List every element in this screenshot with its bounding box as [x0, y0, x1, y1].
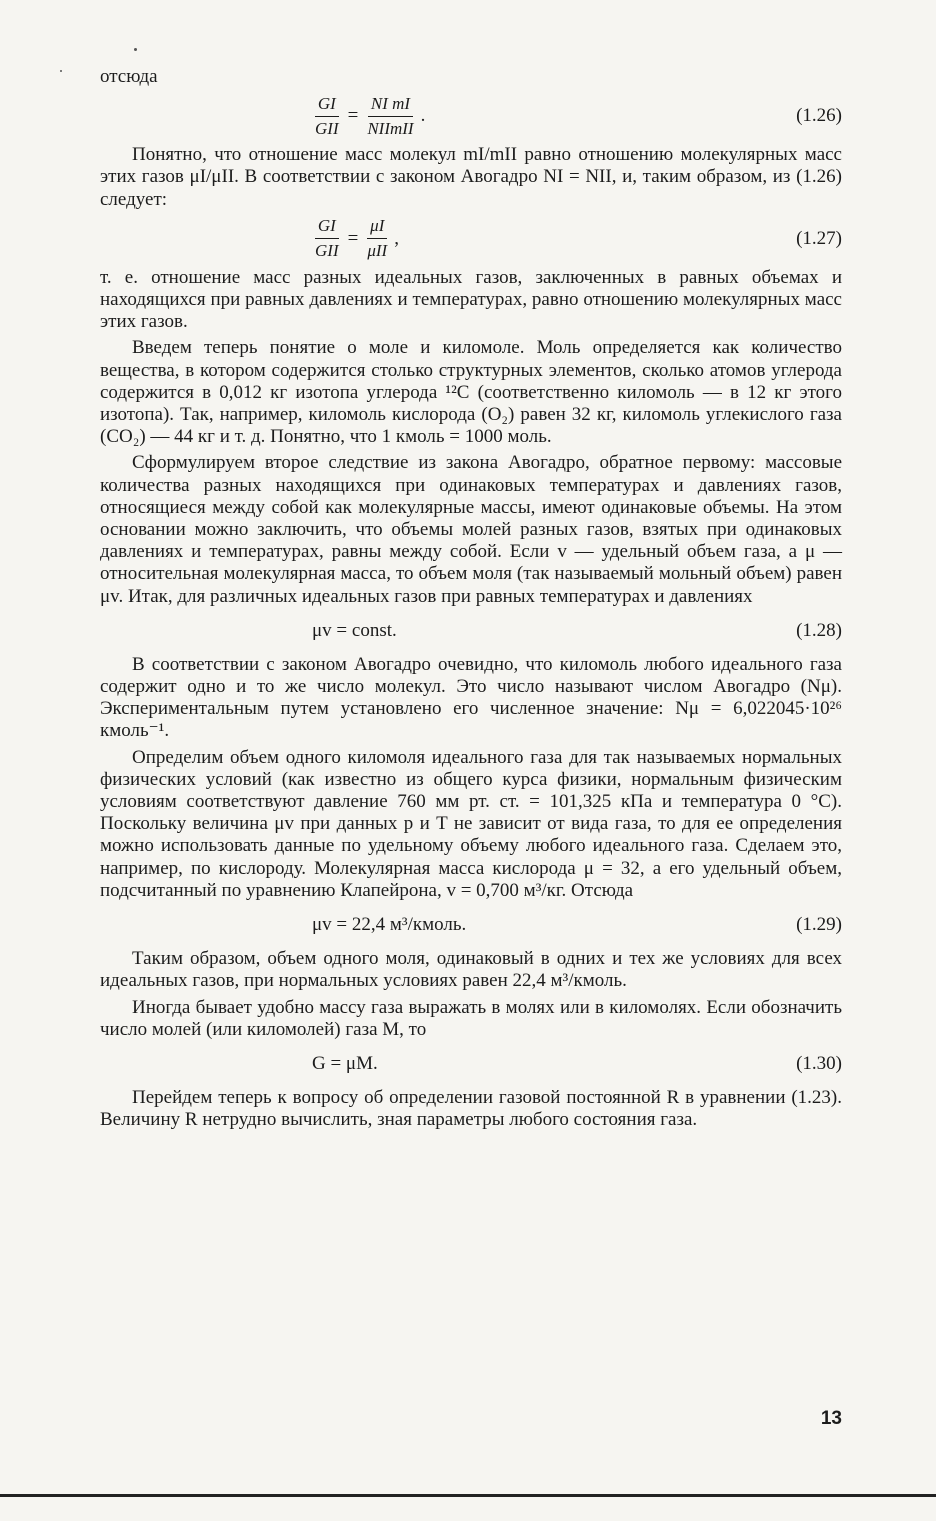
paragraph: т. е. отношение масс разных идеальных газов, заключенных в равных объемах и находящихся при равных давлениях и температурах, равно отношению молекулярных масс этих газов.	[100, 266, 842, 333]
paragraph: Понятно, что отношение масс молекул mI/mII равно отношению молекулярных масс этих газов μI/μII. В соответствии с законом Авогадро NI = NII, и, таким образом, из (1.26) следует:	[100, 144, 842, 210]
bottom-rule	[0, 1494, 936, 1497]
intro-word: отсюда	[100, 66, 158, 87]
scan-speck	[134, 48, 137, 51]
equation-1-28	[100, 608, 842, 654]
paragraph: Иногда бывает удобно массу газа выражать в молях или в киломолях. Если обозначить число молей (или киломолей) газа M, то	[100, 996, 842, 1040]
equation-number: (1.28)	[796, 619, 842, 641]
paragraph: Определим объем одного киломоля идеального газа для так называемых нормальных физических условий (как известно из общего курса физики, нормальным физическим условиям соответствуют давление 760 мм рт. ст. = 101,325 кПа и температура 0 °C). Поскольку величина μv при данных p и T не зависит от вида газа, то для ее определения можно использовать данные по удельному объему любого идеального газа. Сделаем это, например, по кислороду. Молекулярная масса кислорода μ = 32, а его удельный объем, подсчитанный по уравнению Клапейрона, v = 0,700 м³/кг. Отсюда	[100, 746, 842, 901]
equation-expression: G = μM.	[312, 1052, 378, 1074]
paragraph: Сформулируем второе следствие из закона Авогадро, обратное первому: массовые количества разных находящихся при одинаковых температурах и давлениях газов, относящиеся между собой как молекулярные массы, имеют одинаковые объемы. На этом основании можно заключить, что объемы молей разных газов, взятых при одинаковых давлениях и температурах, равны между собой. Если v — удельный объем газа, а μ — относительная молекулярная масса, то объем моля (так называемый мольный объем) равен μv. Итак, для различных идеальных газов при равных температурах и давлениях	[100, 452, 842, 607]
equation-number: (1.27)	[796, 227, 842, 249]
equation-expression: μv = 22,4 м³/кмоль.	[312, 914, 467, 936]
equation-number: (1.29)	[796, 914, 842, 936]
paragraph: В соответствии с законом Авогадро очевидно, что киломоль любого идеального газа содержит одно и то же число молекул. Это число называют числом Авогадро (Nμ). Экспериментальным путем установлено его численное значение: Nμ = 6,022045·10²⁶ кмоль⁻¹.	[100, 653, 842, 742]
page-body	[100, 66, 842, 1131]
equation-1-30	[100, 1041, 842, 1087]
equation-expression: μv = const.	[312, 619, 397, 641]
equation-1-26: $\frac{GI}{\text{GII}}$ = $\frac{\text{NI mI}}{\text{NIImII}}$ . (1.26)	[100, 88, 842, 144]
scan-speck	[60, 70, 62, 72]
fraction-left: $\frac{GI}{\text{GII}}$	[315, 216, 339, 261]
equation-1-27: $\frac{GI}{\text{GII}}$ = $\frac{\mu I}{\text{μII}}$ , (1.27)	[100, 211, 842, 267]
paragraph: Введем теперь понятие о моле и киломоле. Моль определяется как количество вещества, в котором содержится столько структурных элементов, сколько атомов углерода содержится в 0,012 кг изотопа углерода ¹²C (соответственно киломоль — в 12 кг этого изотопа). Так, например, киломоль кислорода (O₂) равен 32 кг, киломоль углекислого газа (CO₂) — 44 кг и т. д. Понятно, что 1 кмоль = 1000 моль.	[100, 337, 842, 448]
page-number: 13	[820, 1408, 842, 1429]
fraction-right: $\frac{\text{NI mI}}{\text{NIImII}}$	[367, 93, 414, 138]
fraction-left: $\frac{GI}{\text{GII}}$	[315, 93, 339, 138]
fraction-right: $\frac{\mu I}{\text{μII}}$	[367, 216, 388, 261]
equation-number: (1.30)	[796, 1052, 842, 1074]
equation-1-29	[100, 902, 842, 948]
paragraph: Таким образом, объем одного моля, одинаковый в одних и тех же условиях для всех идеальных газов, при нормальных условиях равен 22,4 м³/кмоль.	[100, 948, 842, 992]
paragraph: Перейдем теперь к вопросу об определении газовой постоянной R в уравнении (1.23). Величину R нетрудно вычислить, зная параметры любого состояния газа.	[100, 1086, 842, 1131]
equation-number: (1.26)	[796, 105, 842, 127]
